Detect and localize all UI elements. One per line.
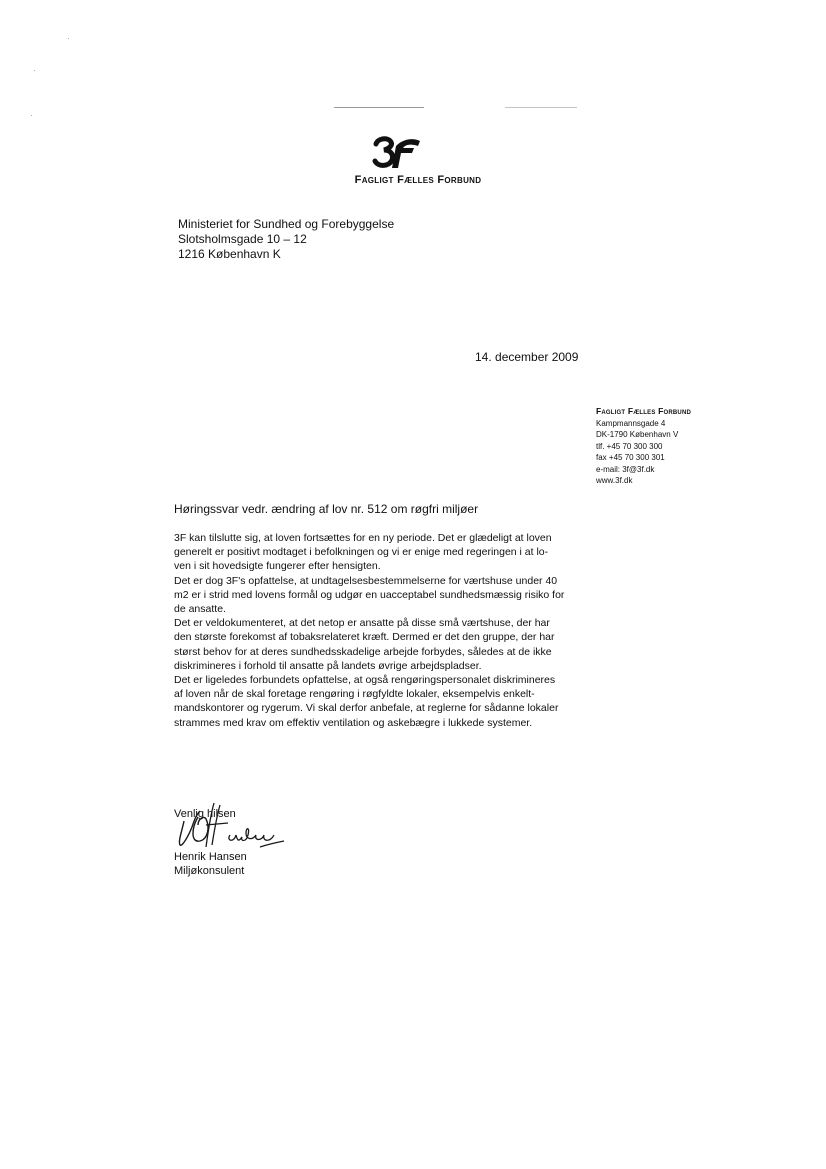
body-line: 3F kan tilslutte sig, at loven fortsættes for en ny periode. Det er glædeligt at loven <box>174 532 552 544</box>
body-line: diskrimineres i forhold til ansatte på landets øvrige arbejdspladser. <box>174 659 482 672</box>
sender-city: DK-1790 København V <box>596 430 679 439</box>
handwritten-signature <box>170 797 290 857</box>
recipient-line: Ministeriet for Sundhed og Forebyggelse <box>178 217 395 231</box>
body-line: størst behov for at deres sundhedsskadelige arbejde forbydes, således at de ikke <box>174 645 552 658</box>
3f-logo-icon <box>370 132 422 172</box>
sender-website: www.3f.dk <box>596 476 633 485</box>
body-line: de ansatte. <box>174 603 226 616</box>
sender-email: e-mail: 3f@3f.dk <box>596 464 655 474</box>
organization-name: Fagligt Fælles Forbund <box>354 174 482 186</box>
letter-body <box>174 531 564 730</box>
body-line: ven i sit hovedsigte fungerer efter hensigten. <box>174 560 381 573</box>
body-line: m2 er i strid med lovens formål og udgør en uacceptabel sundhedsmæssig risiko for <box>174 588 565 601</box>
scan-speck <box>31 115 32 116</box>
body-line: af loven når de skal foretage rengøring i røgfyldte lokaler, eksempelvis enkelt- <box>174 688 535 701</box>
body-line: mandskontorer og rygerum. Vi skal derfor anbefale, at reglerne for sådanne lokaler <box>174 702 559 715</box>
recipient-line: Slotsholmsgade 10 – 12 <box>178 232 307 246</box>
sender-phone: tlf. +45 70 300 300 <box>596 441 663 451</box>
recipient-line: 1216 København K <box>178 247 281 261</box>
body-line: Det er ligeledes forbundets opfattelse, at også rengøringspersonalet diskrimineres <box>174 674 556 687</box>
body-line: strammes med krav om effektiv ventilation og askebægre i lukkede systemer. <box>174 716 533 729</box>
body-line: Det er veldokumenteret, at det netop er ansatte på disse små værtshuse, der har <box>174 617 550 630</box>
scan-speck <box>68 38 69 39</box>
sender-address <box>596 406 691 487</box>
body-line: generelt er positivt modtaget i befolkningen og vi er enige med regeringen i at lo- <box>174 546 549 559</box>
letter-subject: Høringssvar vedr. ændring af lov nr. 512 om røgfri miljøer <box>174 502 479 516</box>
signer-block <box>174 850 247 878</box>
closing-greeting: Venlig hilsen <box>174 808 236 820</box>
sender-fax: fax +45 70 300 301 <box>596 453 665 462</box>
scan-artifact-line <box>505 107 577 108</box>
sender-name: Fagligt Fælles Forbund <box>596 406 692 416</box>
body-line: Det er dog 3F's opfattelse, at undtagelsesbestemmelserne for værtshuse under 40 <box>174 574 558 587</box>
signer-name: Henrik Hansen <box>174 851 247 863</box>
signer-title: Miljøkonsulent <box>174 865 245 877</box>
scan-artifact-line <box>334 107 424 108</box>
sender-street: Kampmannsgade 4 <box>596 418 666 428</box>
scan-speck <box>34 70 35 71</box>
letter-date: 14. december 2009 <box>475 350 579 364</box>
recipient-address <box>178 217 394 262</box>
body-line: den største forekomst af tobaksrelateret kræft. Dermed er det den gruppe, der har <box>174 631 555 644</box>
